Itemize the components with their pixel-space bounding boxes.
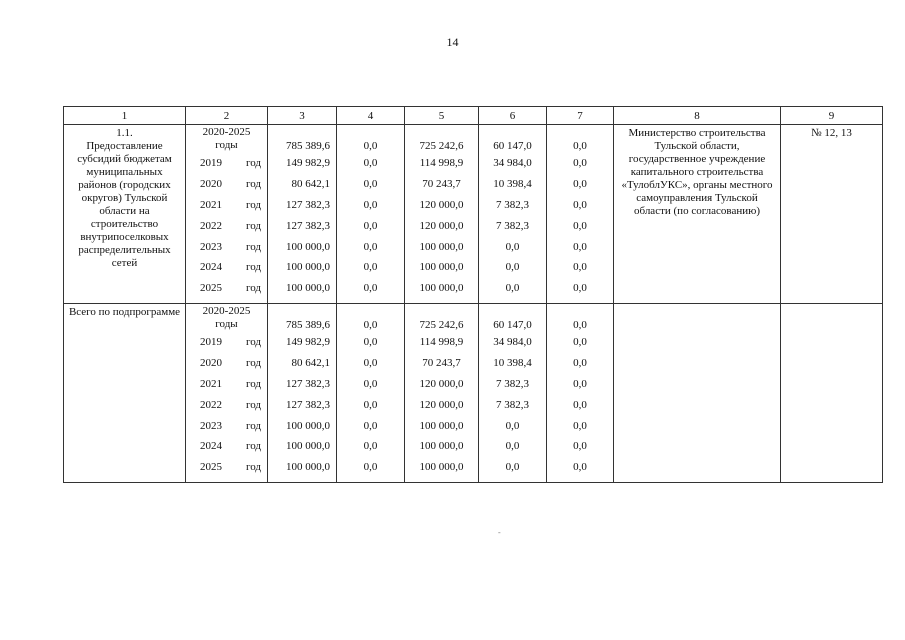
period-cell (186, 125, 268, 304)
period-label: 2020-2025 годы (202, 126, 251, 151)
header-cell: 6 (479, 107, 547, 125)
value-c5: 100 000,0 (419, 461, 464, 474)
header-cell: 9 (781, 107, 883, 125)
header-cell: 8 (614, 107, 781, 125)
indicator-cell (781, 125, 883, 304)
scan-mark: - (498, 528, 501, 537)
year-value: 2019 (200, 336, 222, 348)
year-label (186, 216, 267, 237)
value-c7: 0,0 (573, 219, 587, 232)
value-c4: 0,0 (363, 461, 378, 474)
section-title: 1.1. Предоставление субсидий бюджетам муниципальных районов (городских округов) Тульской области на строительство внутрипоселковых распределительных сетей (77, 127, 172, 269)
value-c4: 0,0 (363, 419, 378, 432)
executor-text: Министерство строительства Тульской области, государственное учреждение капитального строительства «ТулоблУКС», органы местного самоуправления Тульской области (по согласованию) (621, 127, 773, 217)
value-c6: 0,0 (505, 461, 520, 474)
value-c7: 0,0 (573, 177, 587, 190)
header-cell: 7 (547, 107, 614, 125)
value-cell-c4 (337, 125, 405, 304)
budget-table (63, 106, 883, 483)
value-c5: 100 000,0 (419, 419, 464, 432)
section-row (64, 304, 883, 483)
year-unit: год (245, 177, 261, 190)
value-c3: 100 000,0 (286, 461, 330, 474)
year-value: 2024 (200, 440, 222, 453)
value-c6: 34 984,0 (493, 157, 532, 169)
value-c5: 70 243,7 (422, 356, 461, 369)
value-c3: 785 389,6 (286, 319, 330, 331)
year-value: 2022 (200, 219, 222, 232)
value-c7: 0,0 (573, 282, 587, 295)
value-c5: 725 242,6 (419, 319, 464, 331)
value-c5: 114 998,9 (419, 157, 464, 169)
year-label (186, 278, 267, 299)
value-c4: 0,0 (363, 157, 378, 169)
value-c7: 0,0 (573, 461, 587, 474)
value-c6: 0,0 (505, 282, 520, 295)
section-title: Всего по подпрограмме (68, 306, 181, 318)
value-c3: 127 382,3 (286, 198, 330, 211)
value-c4: 0,0 (363, 219, 378, 232)
year-value: 2020 (200, 356, 222, 369)
value-c5: 120 000,0 (419, 219, 464, 232)
year-value: 2025 (200, 461, 222, 474)
header-cell: 1 (64, 107, 186, 125)
period-label: 2020-2025 годы (202, 305, 251, 330)
value-c7: 0,0 (573, 336, 587, 348)
value-c7: 0,0 (573, 240, 587, 253)
value-c4: 0,0 (363, 398, 378, 411)
page-number: 14 (446, 35, 459, 49)
year-unit: год (245, 198, 261, 211)
year-label (186, 174, 267, 195)
value-c6: 7 382,3 (496, 198, 529, 211)
indicator-cell (781, 304, 883, 483)
year-label (186, 416, 267, 437)
value-c4: 0,0 (363, 440, 378, 453)
header-cell: 5 (405, 107, 479, 125)
year-unit: год (245, 461, 261, 474)
value-c7: 0,0 (573, 398, 587, 411)
value-c6: 0,0 (505, 440, 520, 453)
value-c5: 120 000,0 (419, 198, 464, 211)
value-c3: 100 000,0 (286, 419, 330, 432)
period-cell (186, 304, 268, 483)
year-label (186, 257, 267, 278)
year-unit: год (245, 157, 261, 169)
year-value: 2020 (200, 177, 222, 190)
indicator-text: № 12, 13 (811, 127, 852, 139)
value-c7: 0,0 (573, 157, 587, 169)
year-value: 2022 (200, 398, 222, 411)
year-label (186, 436, 267, 457)
value-c4: 0,0 (363, 140, 378, 152)
year-value: 2023 (200, 240, 222, 253)
value-c6: 0,0 (505, 240, 520, 253)
year-value: 2025 (200, 282, 222, 295)
year-value: 2024 (200, 261, 222, 274)
value-c5: 100 000,0 (419, 240, 464, 253)
value-c5: 114 998,9 (419, 336, 464, 348)
year-unit: год (245, 440, 261, 453)
year-value: 2021 (200, 377, 222, 390)
year-value: 2019 (200, 157, 222, 169)
value-c3: 80 642,1 (291, 177, 330, 190)
value-c3: 100 000,0 (286, 440, 330, 453)
year-value: 2023 (200, 419, 222, 432)
value-c7: 0,0 (573, 140, 587, 152)
value-c6: 34 984,0 (493, 336, 532, 348)
year-unit: год (245, 356, 261, 369)
value-c7: 0,0 (573, 356, 587, 369)
value-c6: 7 382,3 (496, 398, 529, 411)
value-c6: 0,0 (505, 419, 520, 432)
value-c3: 149 982,9 (286, 336, 330, 348)
value-c5: 100 000,0 (419, 440, 464, 453)
section-row (64, 125, 883, 304)
value-c5: 120 000,0 (419, 377, 464, 390)
value-c4: 0,0 (363, 177, 378, 190)
year-label (186, 353, 267, 374)
value-c7: 0,0 (573, 198, 587, 211)
value-c3: 127 382,3 (286, 398, 330, 411)
value-c7: 0,0 (573, 261, 587, 274)
year-unit: год (245, 240, 261, 253)
header-row (64, 107, 883, 125)
value-c6: 10 398,4 (493, 177, 532, 190)
value-c4: 0,0 (363, 240, 378, 253)
value-c5: 120 000,0 (419, 398, 464, 411)
value-c7: 0,0 (573, 419, 587, 432)
header-cell: 4 (337, 107, 405, 125)
value-c4: 0,0 (363, 377, 378, 390)
year-unit: год (245, 282, 261, 295)
value-c7: 0,0 (573, 377, 587, 390)
year-unit: год (245, 398, 261, 411)
year-unit: год (245, 336, 261, 348)
section-title-cell (64, 304, 186, 483)
executor-cell (614, 304, 781, 483)
executor-text (614, 304, 780, 308)
value-c5: 100 000,0 (419, 282, 464, 295)
value-c4: 0,0 (363, 198, 378, 211)
value-c6: 10 398,4 (493, 356, 532, 369)
year-unit: год (245, 219, 261, 232)
value-c4: 0,0 (363, 261, 378, 274)
value-c6: 7 382,3 (496, 377, 529, 390)
value-cell-c3 (268, 304, 337, 483)
year-label (186, 374, 267, 395)
value-cell-c3 (268, 125, 337, 304)
value-cell-c5 (405, 125, 479, 304)
year-label (186, 153, 267, 174)
value-c3: 127 382,3 (286, 219, 330, 232)
year-unit: год (245, 377, 261, 390)
indicator-text (781, 304, 882, 306)
value-c3: 100 000,0 (286, 261, 330, 274)
value-c7: 0,0 (573, 319, 587, 331)
value-c4: 0,0 (363, 319, 378, 331)
year-label (186, 332, 267, 353)
year-value: 2021 (200, 198, 222, 211)
value-c3: 149 982,9 (286, 157, 330, 169)
value-c5: 725 242,6 (419, 140, 464, 152)
year-unit: год (245, 261, 261, 274)
value-c7: 0,0 (573, 440, 587, 453)
value-c5: 70 243,7 (422, 177, 461, 190)
year-unit: год (245, 419, 261, 432)
value-c3: 785 389,6 (286, 140, 330, 152)
value-cell-c7 (547, 125, 614, 304)
year-label (186, 237, 267, 258)
year-label (186, 457, 267, 478)
year-label (186, 195, 267, 216)
value-cell-c6 (479, 304, 547, 483)
value-c6: 0,0 (505, 261, 520, 274)
value-c4: 0,0 (363, 336, 378, 348)
value-c4: 0,0 (363, 282, 378, 295)
value-c3: 80 642,1 (291, 356, 330, 369)
value-c3: 127 382,3 (286, 377, 330, 390)
value-cell-c7 (547, 304, 614, 483)
value-c4: 0,0 (363, 356, 378, 369)
value-c6: 60 147,0 (493, 319, 532, 331)
executor-cell (614, 125, 781, 304)
value-cell-c6 (479, 125, 547, 304)
year-label (186, 395, 267, 416)
header-cell: 2 (186, 107, 268, 125)
value-c5: 100 000,0 (419, 261, 464, 274)
value-c3: 100 000,0 (286, 240, 330, 253)
value-c3: 100 000,0 (286, 282, 330, 295)
header-cell: 3 (268, 107, 337, 125)
table-body (64, 125, 883, 483)
value-cell-c5 (405, 304, 479, 483)
value-c6: 7 382,3 (496, 219, 529, 232)
section-title-cell (64, 125, 186, 304)
value-c6: 60 147,0 (493, 140, 532, 152)
value-cell-c4 (337, 304, 405, 483)
